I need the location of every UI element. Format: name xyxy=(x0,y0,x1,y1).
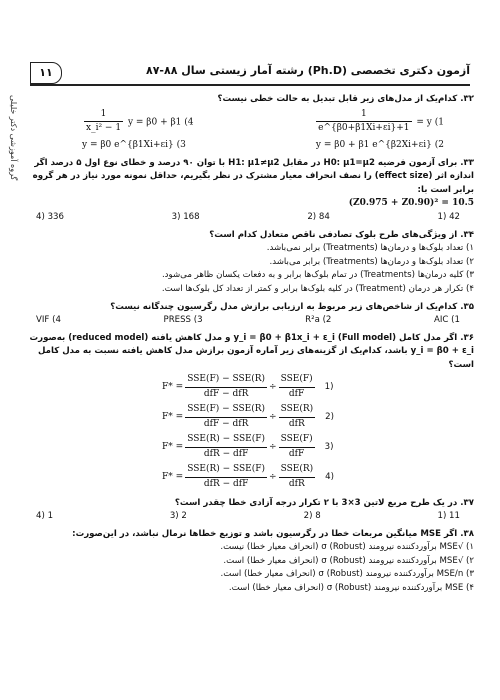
question-35-option-2[interactable]: R²a (2 xyxy=(305,315,332,326)
question-37-stem: ۳۷. در یک طرح مربع لاتین 3×3 با ۲ تکرار درجه آزادی خطا چقدر است؟ xyxy=(174,497,474,508)
side-text: گروه آموزشی دکتر خلیلی xyxy=(9,95,18,181)
page-number: ۱۱ xyxy=(30,62,62,84)
question-38-option-2[interactable]: ۲) √MSE برآوردکننده نیرومند (Robust) σ (انحراف معیار خطا) است. xyxy=(223,555,474,566)
question-34-option-3[interactable]: ۳) کلیه درمان‌ها (Treatments) در تمام بلوک‌ها برابر و به دفعات یکسان ظاهر می‌شود. xyxy=(161,270,474,281)
question-32-option-3[interactable]: 3) y = β0 e^{β1Xi+εi} xyxy=(82,139,186,150)
question-33-formula: (Z0.975 + Z0.90)² = 10.5 xyxy=(348,198,474,209)
question-38-option-1[interactable]: ۱) √MSE برآوردکننده نیرومند (Robust) σ (انحراف معیار خطا) نیست. xyxy=(220,542,474,553)
page-header xyxy=(30,62,470,84)
question-33-option-4[interactable]: 336 (4 xyxy=(36,211,64,222)
question-34-stem: ۳۴. از ویژگی‌های طرح بلوک تصادفی ناقص متعادل کدام است؟ xyxy=(209,229,474,240)
question-36-stem: ۳۶. اگر مدل کامل (Full model) y_i = β0 + β1x_i + ε_i و مدل کاهش یافته (reduced model) به‌صورت y_i = β0 + ε_i باشد، کدام‌یک از گزینه‌های زیر آماره آزمون برازش مدل کاهش یافته نسبت به مدل کامل است؟ xyxy=(29,332,474,370)
question-35-option-3[interactable]: PRESS (3 xyxy=(163,315,203,326)
question-32-options-row2 xyxy=(22,137,474,155)
question-36-option-2[interactable]: F* = $\frac{\text{SSE(F) − SSE(R)}}{\text{dfF − dfR}}$ ÷ $\frac{\text{SSE(R)}}{\text{dfR}}$ (2 xyxy=(162,404,334,429)
question-36-option-1[interactable]: F* = $\frac{\text{SSE(F) − SSE(R)}}{\text{dfF − dfR}}$ ÷ $\frac{\text{SSE(F)}}{\text{dfF}}$ (1 xyxy=(162,374,334,399)
question-32-option-2[interactable]: 2) y = β0 + β1 e^{β2Xi+εi} xyxy=(315,139,444,150)
question-34-option-1[interactable]: ۱) تعداد بلوک‌ها و درمان‌ها (Treatments) برابر نمی‌باشد. xyxy=(266,243,474,254)
question-36-option-3[interactable]: F* = $\frac{\text{SSE(R) − SSE(F)}}{\text{dfR − dfF}}$ ÷ $\frac{\text{SSE(F)}}{\text{dfF}}$ (3 xyxy=(162,434,334,459)
questions xyxy=(22,93,474,596)
question-38-option-3[interactable]: ۳) MSE/n برآوردکننده نیرومند (Robust) σ (انحراف معیار خطا) است. xyxy=(220,569,474,580)
question-33-option-2[interactable]: 84 (2 xyxy=(307,211,330,222)
question-38-stem: ۳۸. اگر MSE میانگین مربعات خطا در رگرسیون باشد و توزیع خطاها نرمال نباشد، در این‌صورت: xyxy=(72,528,474,539)
header-rule xyxy=(30,84,470,86)
question-33-option-3[interactable]: 168 (3 xyxy=(171,211,200,222)
question-32-option-1[interactable]: 1) y = $\frac{1}{1+e\^{}\{\beta 0+\beta 1Xi+\varepsilon i\}}$ xyxy=(318,108,444,134)
question-37-options xyxy=(22,510,474,524)
question-35-options xyxy=(22,314,474,328)
question-32-option-4[interactable]: 4) y = β0 + β1 $\frac{1}{\text{x\_i² − 1}}$ xyxy=(86,108,194,134)
question-38-option-4[interactable]: ۴) MSE برآوردکننده نیرومند (Robust) σ (انحراف معیار خطا) است. xyxy=(228,583,474,594)
question-33-options xyxy=(22,211,474,225)
question-33-option-1[interactable]: 42 (1 xyxy=(437,211,460,222)
question-37-option-3[interactable]: 2 (3 xyxy=(169,511,187,522)
question-37-option-1[interactable]: 11 (1 xyxy=(437,511,460,522)
question-35-stem: ۳۵. کدام‌یک از شاخص‌های زیر مربوط به ارزیابی برازش مدل رگرسیون چندگانه نیست؟ xyxy=(110,301,474,312)
question-34-option-2[interactable]: ۲) تعداد بلوک‌ها و درمان‌ها (Treatments) برابر می‌باشد. xyxy=(269,256,474,267)
question-35-option-1[interactable]: AIC (1 xyxy=(434,315,460,326)
question-37-option-2[interactable]: 8 (2 xyxy=(303,511,321,522)
question-34-option-4[interactable]: ۴) تکرار هر درمان (Treatment) در کلیه بلوک‌ها برابر و کمتر از تعداد کل بلوک‌ها است. xyxy=(161,283,474,294)
question-35-option-4[interactable]: VIF (4 xyxy=(36,315,61,326)
question-37-option-4[interactable]: 1 (4 xyxy=(36,511,54,522)
question-32-options-row1 xyxy=(22,107,474,137)
question-36-options xyxy=(22,373,474,493)
question-36-option-4[interactable]: F* = $\frac{\text{SSE(R) − SSE(F)}}{\text{dfR − dfF}}$ ÷ $\frac{\text{SSE(R)}}{\text{dfR}}$ (4 xyxy=(162,464,334,489)
question-32-stem: ۳۲. کدام‌یک از مدل‌های زیر قابل تبدیل به حالت خطی نیست؟ xyxy=(217,94,474,104)
question-33-stem: ۳۳. برای آزمون فرضیه H0: μ1=μ2 در مقابل H1: μ1≠μ2 با توان ۹۰ درصد و خطای نوع اول ۵ درصد اگر اندازه اثر (effect size) را نصف انحراف معیار مشترک در نظر بگیریم، حداقل نمونه مورد نیاز در هر گروه برابر است با: xyxy=(32,157,474,195)
page-title: آزمون دکتری تخصصی (Ph.D) رشته آمار زیستی سال ۸۸-۸۷ xyxy=(145,64,470,77)
